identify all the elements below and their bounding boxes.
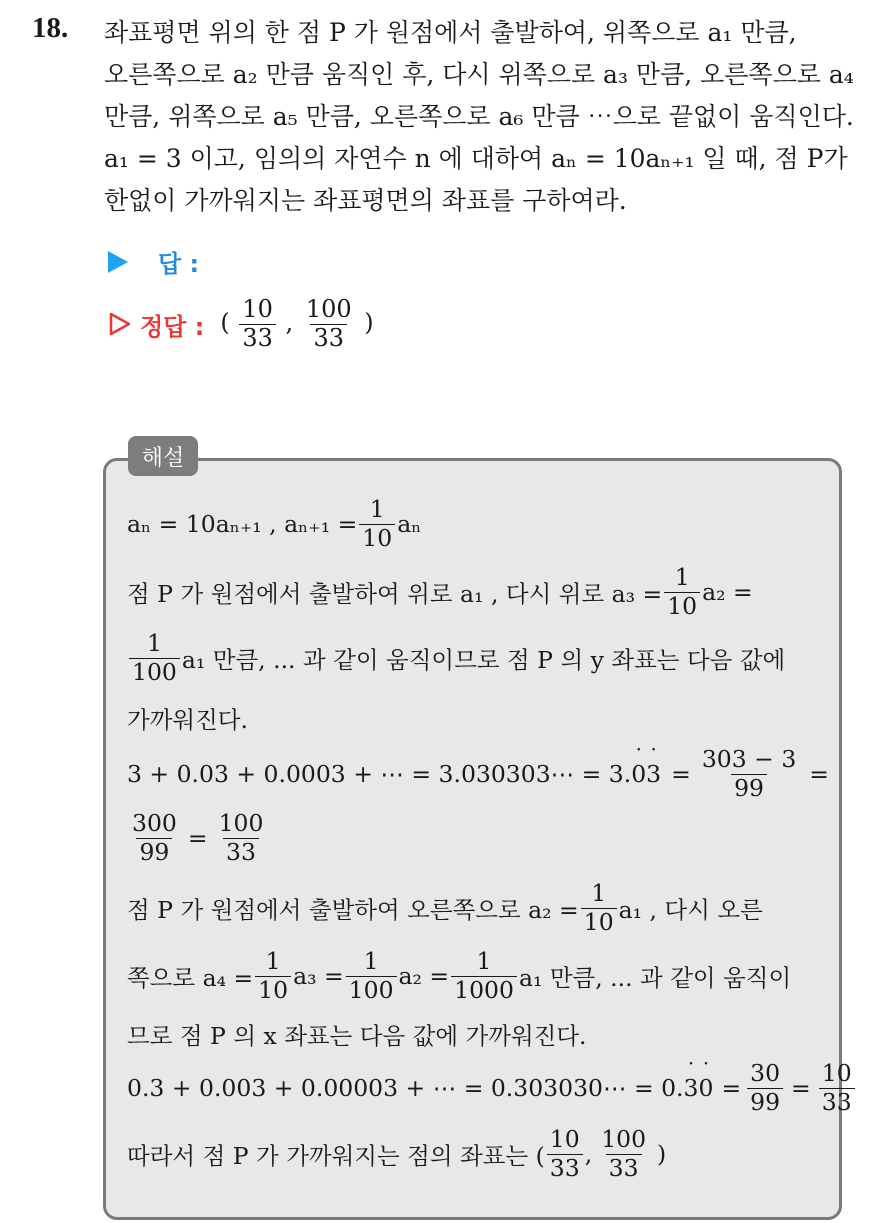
solution-text: 쪽으로 a₄ = <box>127 964 254 992</box>
play-triangle-icon <box>108 251 128 273</box>
solution-line-10 <box>127 1058 857 1118</box>
fraction-denominator: 99 <box>731 774 767 802</box>
solution-line-4 <box>127 698 248 738</box>
answer-label: 답 : <box>158 250 200 278</box>
question-line: 오른쪽으로 a₂ 만큼 움직인 후, 다시 위쪽으로 a₃ 만큼, 오른쪽으로 a₄ <box>104 60 854 89</box>
correct-answer-value <box>220 296 373 352</box>
solution-text: aₙ <box>397 510 422 538</box>
fraction-denominator: 100 <box>129 658 180 686</box>
fraction-denominator: 33 <box>606 1154 642 1182</box>
solution-text: a₂ = <box>702 578 753 606</box>
solution-line-1 <box>127 494 421 554</box>
fraction-denominator: 99 <box>136 838 172 866</box>
question-line: 좌표평면 위의 한 점 P 가 원점에서 출발하여, 위쪽으로 a₁ 만큼, <box>104 18 797 47</box>
fraction-numerator: 1 <box>476 947 492 976</box>
fraction <box>129 810 180 865</box>
solution-text: = <box>809 760 829 788</box>
solution-text: 점 P 가 원점에서 출발하여 오른쪽으로 a₂ = <box>127 896 579 924</box>
comma: , <box>584 1140 593 1168</box>
fraction-denominator: 99 <box>747 1088 783 1116</box>
repeating-digit: ˙ 3 <box>684 1074 699 1102</box>
fraction-denominator: 100 <box>346 976 397 1004</box>
solution-line-8 <box>127 946 791 1006</box>
paren-close: ) <box>364 308 374 337</box>
repeating-digit: ˙ 0 <box>631 760 646 788</box>
solution-text: a₁ 만큼, ... 과 같이 움직이므로 점 P 의 y 좌표는 다음 값에 <box>181 646 786 674</box>
fraction-denominator: 1000 <box>451 976 517 1004</box>
fraction <box>216 810 267 865</box>
fraction-numerator: 100 <box>218 809 264 838</box>
fraction <box>255 948 291 1003</box>
question-line: a₁ = 3 이고, 임의의 자연수 n 에 대하여 aₙ = 10aₙ₊₁ 일 때, 점 P가 <box>104 144 848 173</box>
fraction-numerator: 10 <box>242 295 273 323</box>
fraction-numerator: 1 <box>674 563 690 592</box>
fraction-numerator: 1 <box>369 495 385 524</box>
solution-text: 3 + 0.03 + 0.0003 + ⋯ = 3.030303⋯ = 3. <box>127 760 632 788</box>
solution-line-7 <box>127 878 763 938</box>
fraction <box>359 496 395 551</box>
solution-line-2 <box>127 562 753 622</box>
question-line: 한없이 가까워지는 좌표평면의 좌표를 구하여라. <box>104 186 627 215</box>
solution-line-5 <box>127 744 829 804</box>
answer-row <box>108 244 199 279</box>
fraction <box>819 1060 855 1115</box>
correct-answer-row <box>108 296 374 352</box>
fraction-numerator: 1 <box>591 879 607 908</box>
solution-text: a₁ 만큼, ... 과 같이 움직이 <box>518 964 792 992</box>
fraction-denominator: 33 <box>310 324 347 353</box>
fraction-numerator: 100 <box>601 1125 647 1154</box>
solution-line-3 <box>127 628 785 688</box>
fraction <box>581 880 617 935</box>
answer-x-fraction <box>239 296 276 352</box>
solution-text: a₂ = <box>398 962 450 990</box>
comma: , <box>285 308 294 337</box>
solution-text: a₃ = <box>293 962 344 990</box>
solution-text: 0.3 + 0.003 + 0.00003 + ⋯ = 0.303030⋯ = 0. <box>127 1074 684 1102</box>
fraction <box>747 1060 783 1115</box>
fraction-numerator: 100 <box>305 295 352 323</box>
solution-text: = <box>671 760 691 788</box>
outline-triangle-icon <box>108 312 132 336</box>
fraction-denominator: 10 <box>255 976 291 1004</box>
fraction-numerator: 10 <box>549 1125 580 1154</box>
question-line: 만큼, 위쪽으로 a₅ 만큼, 오른쪽으로 a₆ 만큼 ⋯으로 끝없이 움직인다. <box>104 102 854 131</box>
fraction-numerator: 1 <box>265 947 281 976</box>
paren-open: ( <box>220 308 230 337</box>
fraction <box>129 630 180 685</box>
fraction-numerator: 1 <box>146 629 162 658</box>
repeating-digit: ˙ 3 <box>646 760 661 788</box>
fraction-numerator: 303 − 3 <box>701 745 797 774</box>
fraction <box>451 948 517 1003</box>
fraction <box>699 746 799 801</box>
repeating-digit: ˙ 0 <box>698 1074 713 1102</box>
solution-text: aₙ = 10aₙ₊₁ , aₙ₊₁ = <box>127 510 358 538</box>
question-number: 18. <box>32 12 69 44</box>
fraction-denominator: 10 <box>359 524 395 552</box>
answer-y-fraction <box>303 296 355 352</box>
solution-text: 가까워진다. <box>127 706 248 734</box>
fraction-denominator: 10 <box>664 592 700 620</box>
solution-text: 따라서 점 P 가 가까워지는 점의 좌표는 ( <box>127 1142 545 1170</box>
fraction-numerator: 10 <box>821 1059 852 1088</box>
solution-line-9 <box>127 1014 587 1054</box>
fraction-denominator: 10 <box>581 908 617 936</box>
solution-text: 므로 점 P 의 x 좌표는 다음 값에 가까워진다. <box>127 1022 587 1050</box>
fraction-denominator: 33 <box>819 1088 855 1116</box>
correct-answer-label: 정답 : <box>140 312 205 341</box>
solution-text: = <box>721 1074 742 1102</box>
paren-close: ) <box>657 1140 667 1168</box>
fraction-numerator: 30 <box>750 1059 781 1088</box>
fraction <box>547 1126 583 1181</box>
fraction <box>598 1126 649 1181</box>
solution-line-11 <box>127 1124 666 1184</box>
fraction-denominator: 33 <box>547 1154 583 1182</box>
fraction-denominator: 33 <box>223 838 259 866</box>
fraction <box>346 948 397 1003</box>
fraction <box>664 564 700 619</box>
solution-tab: 해설 <box>128 436 198 476</box>
question-text <box>104 12 868 222</box>
solution-text: = <box>791 1074 811 1102</box>
solution-line-6 <box>127 808 268 868</box>
fraction-numerator: 300 <box>132 809 177 838</box>
solution-text: 점 P 가 원점에서 출발하여 위로 a₁ , 다시 위로 a₃ = <box>127 580 663 608</box>
solution-text: a₁ , 다시 오른 <box>618 896 763 924</box>
fraction-numerator: 1 <box>363 947 379 976</box>
solution-text: = <box>187 824 208 852</box>
fraction-denominator: 33 <box>239 324 276 353</box>
